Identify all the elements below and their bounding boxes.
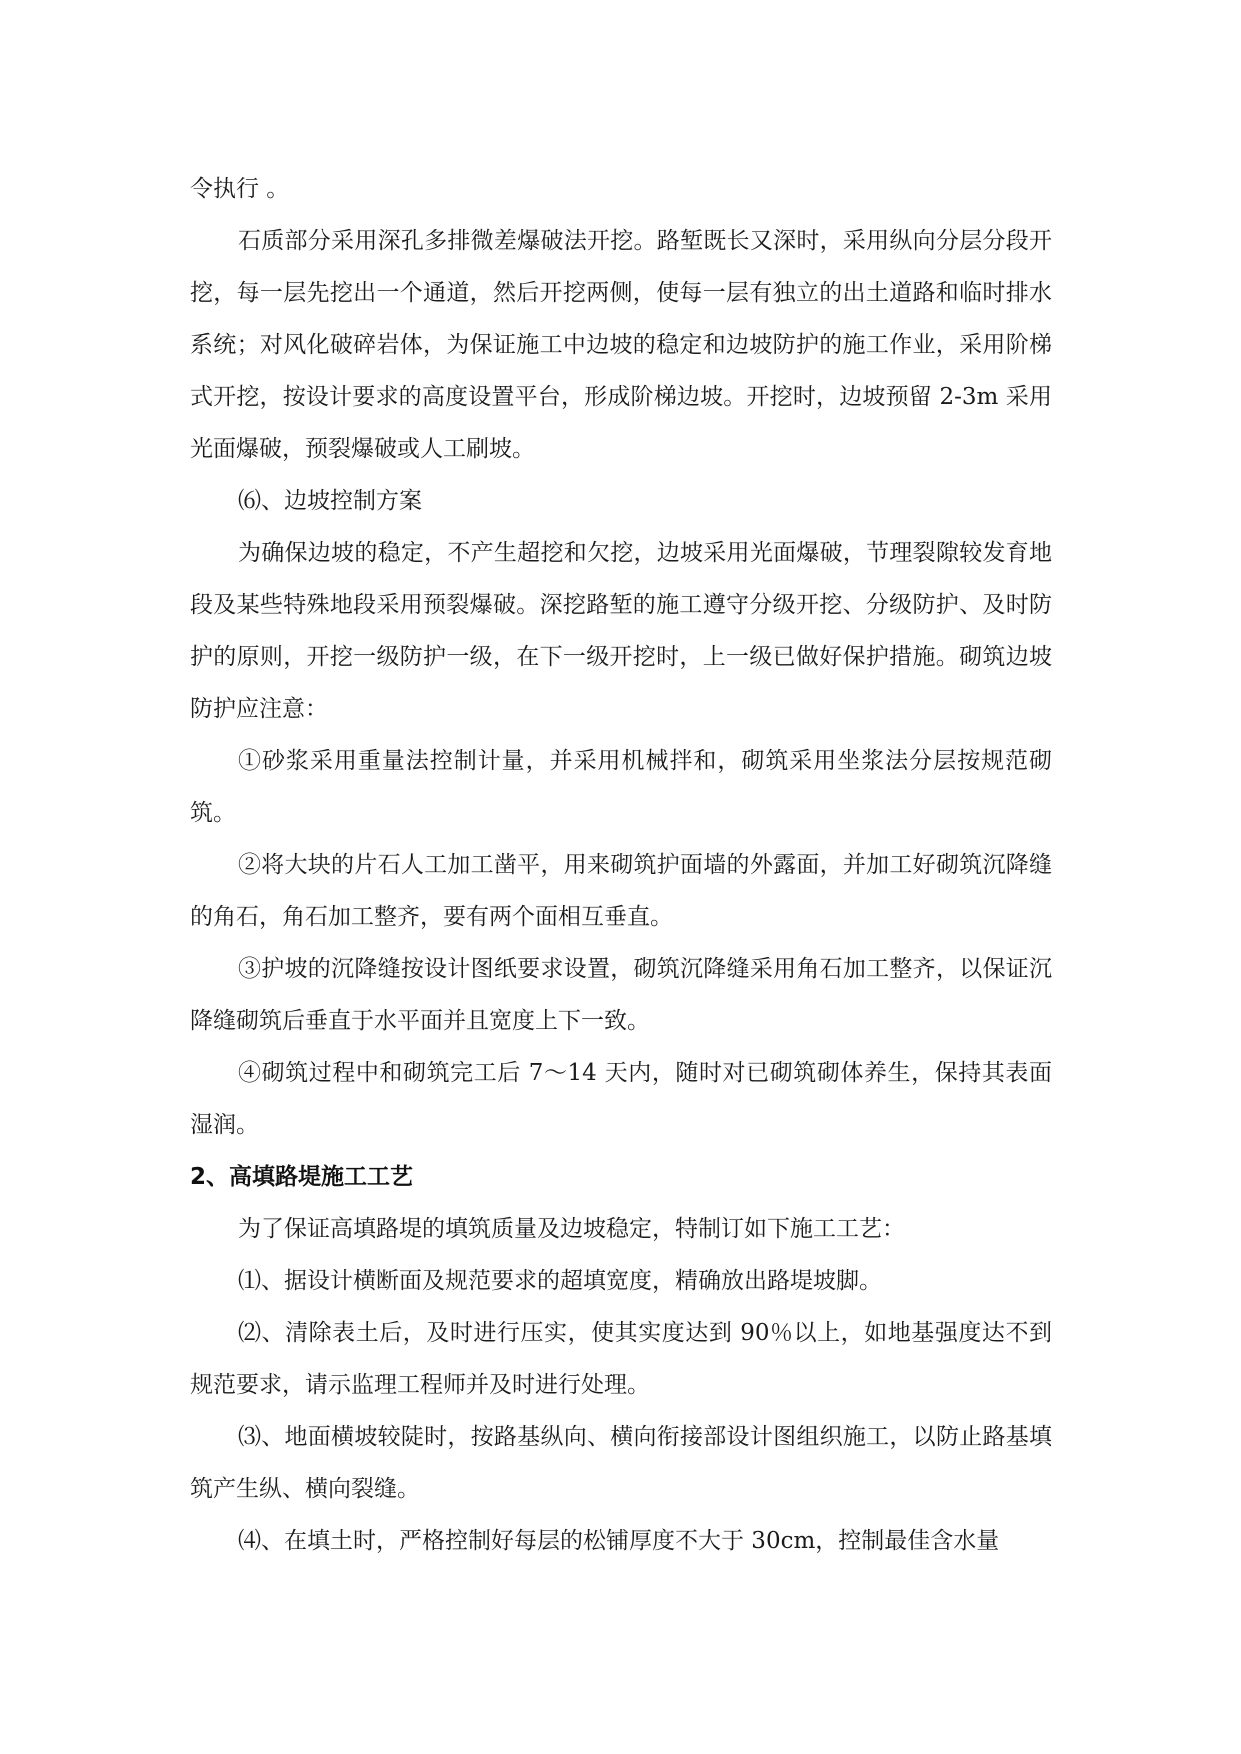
list-item-compaction: ⑵、清除表土后，及时进行压实，使其实度达到 90％以上，如地基强度达不到规范要求，请示监理工程师并及时进行处理。 xyxy=(190,1320,1052,1398)
list-item-curing: ④砌筑过程中和砌筑完工后 7～14 天内，随时对已砌筑砌体养生，保持其表面湿润。 xyxy=(190,1060,1052,1138)
subheading-slope-control: ⑹、边坡控制方案 xyxy=(238,488,422,514)
list-item-cross-slope: ⑶、地面横坡较陡时，按路基纵向、横向衔接部设计图组织施工，以防止路基填筑产生纵、横向裂缝。 xyxy=(190,1424,1052,1502)
paragraph-rock-excavation: 石质部分采用深孔多排微差爆破法开挖。路堑既长又深时，采用纵向分层分段开挖，每一层先挖出一个通道，然后开挖两侧，使每一层有独立的出土道路和临时排水系统；对风化破碎岩体，为保证施工中边坡的稳定和边坡防护的施工作业，采用阶梯式开挖，按设计要求的高度设置平台，形成阶梯边坡。开挖时，边坡预留 2-3m 采用光面爆破，预裂爆破或人工刷坡。 xyxy=(190,228,1052,462)
paragraph-continuation: 令执行 。 xyxy=(190,176,290,202)
paragraph-slope-stability: 为确保边坡的稳定，不产生超挖和欠挖，边坡采用光面爆破，节理裂隙较发育地段及某些特殊地段采用预裂爆破。深挖路堑的施工遵守分级开挖、分级防护、及时防护的原则，开挖一级防护一级，在下一级开挖时，上一级已做好保护措施。砌筑边坡防护应注意： xyxy=(190,540,1052,722)
list-item-mortar: ①砂浆采用重量法控制计量，并采用机械拌和，砌筑采用坐浆法分层按规范砌筑。 xyxy=(190,748,1052,826)
section-heading-high-fill: 2、高填路堤施工工艺 xyxy=(190,1164,414,1190)
list-item-rubble-stone: ②将大块的片石人工加工凿平，用来砌筑护面墙的外露面，并加工好砌筑沉降缝的角石，角石加工整齐，要有两个面相互垂直。 xyxy=(190,852,1052,930)
paragraph-high-fill-intro: 为了保证高填路堤的填筑质量及边坡稳定，特制订如下施工工艺： xyxy=(238,1216,905,1242)
list-item-settlement-joint: ③护坡的沉降缝按设计图纸要求设置，砌筑沉降缝采用角石加工整齐，以保证沉降缝砌筑后垂直于水平面并且宽度上下一致。 xyxy=(190,956,1052,1034)
list-item-fill-thickness: ⑷、在填土时，严格控制好每层的松铺厚度不大于 30cm，控制最佳含水量 xyxy=(238,1528,1000,1554)
list-item-stakeout: ⑴、据设计横断面及规范要求的超填宽度，精确放出路堤坡脚。 xyxy=(238,1268,882,1294)
document-body xyxy=(190,163,1052,1567)
